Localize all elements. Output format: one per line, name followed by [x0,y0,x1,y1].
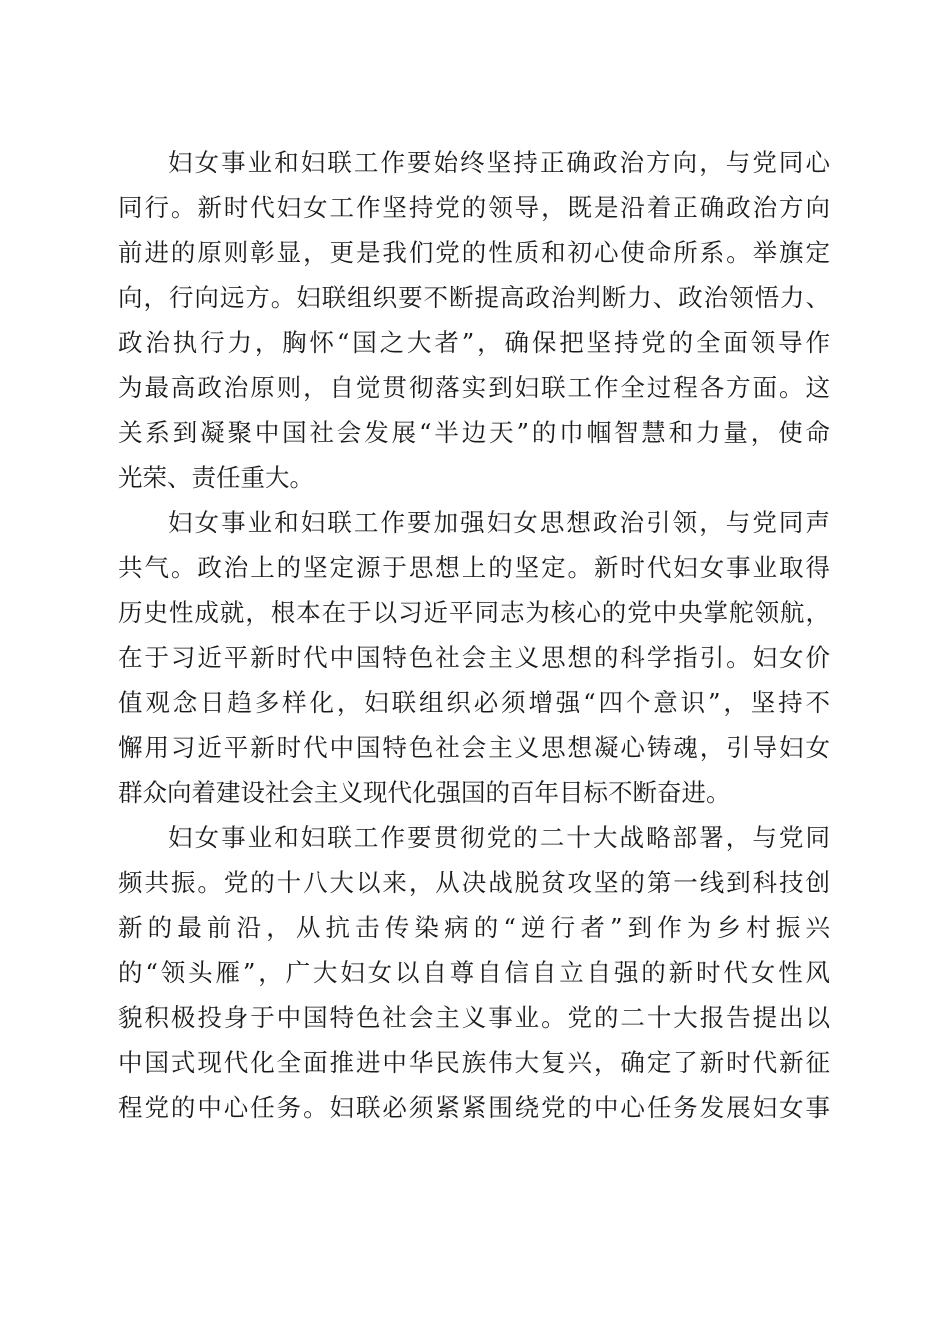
paragraph-3-line-6: 中国式现代化全面推进中华民族伟大复兴，确定了新时代新征 [118,1048,830,1077]
paragraph-1-line-6: 为最高政治原则，自觉贯彻落实到妇联工作全过程各方面。这 [118,373,830,402]
paragraph-3-line-5: 貌积极投身于中国特色社会主义事业。党的二十大报告提出以 [118,1003,830,1032]
paragraph-2-line-7: 群众向着建设社会主义现代化强国的百年目标不断奋进。 [118,778,731,807]
paragraph-2-line-5: 值观念日趋多样化，妇联组织必须增强“四个意识”，坚持不 [118,688,830,717]
paragraph-3-line-1: 妇女事业和妇联工作要贯彻党的二十大战略部署，与党同 [168,823,830,852]
paragraph-1-line-2: 同行。新时代妇女工作坚持党的领导，既是沿着正确政治方向 [118,193,830,222]
paragraph-3-line-7: 程党的中心任务。妇联必须紧紧围绕党的中心任务发展妇女事 [118,1093,830,1122]
body-text [118,140,830,1130]
paragraph-1-line-1: 妇女事业和妇联工作要始终坚持正确政治方向，与党同心 [168,148,830,177]
paragraph-2-line-3: 历史性成就，根本在于以习近平同志为核心的党中央掌舵领航， [118,598,830,627]
paragraph-1-line-4: 向，行向远方。妇联组织要不断提高政治判断力、政治领悟力、 [118,283,830,312]
paragraph-1-line-3: 前进的原则彰显，更是我们党的性质和初心使命所系。举旗定 [118,238,830,267]
paragraph-2-line-1: 妇女事业和妇联工作要加强妇女思想政治引领，与党同声 [168,508,830,537]
paragraph-1-line-5: 政治执行力，胸怀“国之大者”，确保把坚持党的全面领导作 [118,328,830,357]
paragraph-1-line-8: 光荣、责任重大。 [118,463,314,492]
paragraph-1-line-7: 关系到凝聚中国社会发展“半边天”的巾帼智慧和力量，使命 [118,418,830,447]
paragraph-3-line-2: 频共振。党的十八大以来，从决战脱贫攻坚的第一线到科技创 [118,868,830,897]
paragraph-2-line-4: 在于习近平新时代中国特色社会主义思想的科学指引。妇女价 [118,643,830,672]
paragraph-2-line-2: 共气。政治上的坚定源于思想上的坚定。新时代妇女事业取得 [118,553,830,582]
paragraph-3-line-4: 的“领头雁”，广大妇女以自尊自信自立自强的新时代女性风 [118,958,830,987]
paragraph-3-line-3: 新的最前沿，从抗击传染病的“逆行者”到作为乡村振兴 [118,913,830,942]
paragraph-2-line-6: 懈用习近平新时代中国特色社会主义思想凝心铸魂，引导妇女 [118,733,830,762]
